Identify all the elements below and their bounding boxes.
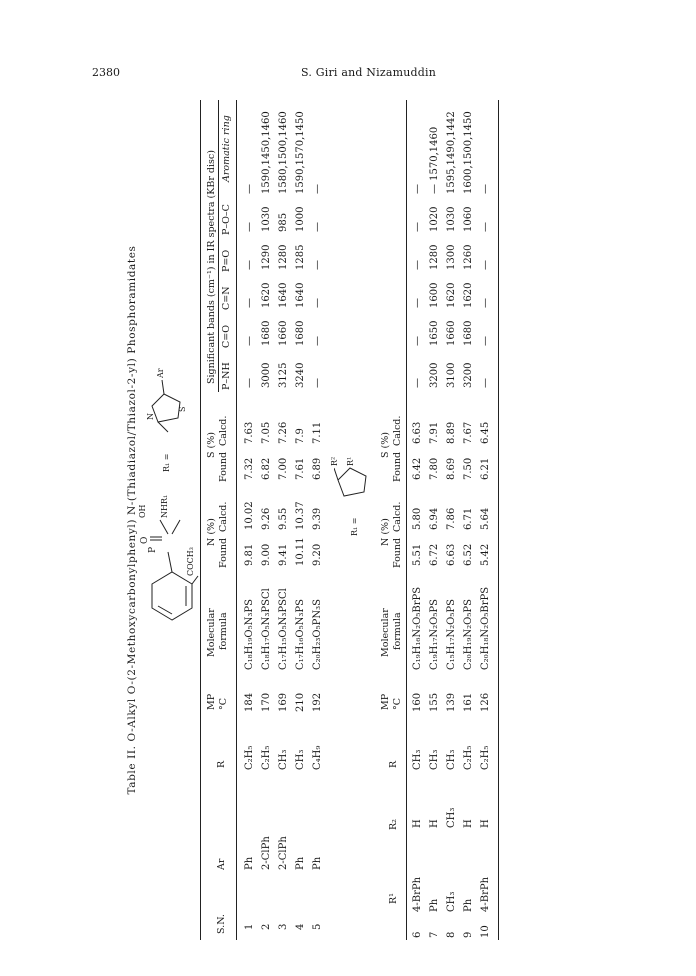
struct-p: P (148, 546, 158, 553)
struct-nhr: NHR₁ (160, 494, 169, 518)
cell-arom: — 1570,1460 (429, 126, 440, 194)
cell-n_found: 10.11 (295, 537, 306, 566)
cell-poc: 1000 (295, 206, 306, 232)
hdr-r: R (216, 760, 227, 768)
cell-cn: 1640 (295, 282, 306, 308)
cell-formula: C₂₀H₁₈N₂O₅BrPS (480, 586, 491, 670)
cell-poc: 1030 (446, 206, 457, 232)
cell-arom: 1590,1570,1450 (295, 111, 306, 194)
cell-po: — (312, 260, 323, 270)
cell-po: 1280 (278, 244, 289, 270)
cell-cn: — (312, 298, 323, 308)
cell-r2: H (463, 819, 474, 828)
cell-s_found: 7.80 (429, 457, 440, 480)
cell-s_calcd: 6.63 (412, 421, 423, 444)
cell-po: — (480, 260, 491, 270)
cell-poc: — (412, 222, 423, 232)
cell-mp: 192 (312, 692, 323, 712)
cell-arom: 1600,1500,1450 (463, 111, 474, 194)
cell-poc: 1060 (463, 206, 474, 232)
cell-r: CH₃ (429, 749, 440, 770)
cell-pnh: 3100 (446, 362, 457, 388)
cell-poc: 985 (278, 212, 289, 232)
hdr-co: C=O (221, 324, 232, 348)
hdr-poc: P–O–C (221, 204, 232, 235)
hdr2-s-calcd: Calcd. (392, 415, 403, 446)
cell-arom: 1595,1490,1442 (446, 111, 457, 194)
cell-r2: CH₃ (446, 807, 457, 828)
cell-r: C₂H₅ (244, 745, 255, 770)
page-number: 2380 (92, 66, 120, 79)
cell-r2: H (480, 819, 491, 828)
cell-s_found: 8.69 (446, 457, 457, 480)
cell-s_calcd: 7.11 (312, 421, 323, 444)
cell-formula: C₁₇H₁₆O₅N₃PS (295, 599, 306, 670)
struct-coch3: COCH₃ (186, 547, 195, 576)
cell-sn: 10 (480, 925, 491, 938)
cell-r: C₂H₅ (480, 745, 491, 770)
cell-arom: 1580,1500,1460 (278, 111, 289, 194)
cell-sn: 3 (278, 923, 289, 930)
cell-arom: 1590,1450,1460 (261, 111, 272, 194)
cell-co: 1680 (261, 320, 272, 346)
cell-po: 1285 (295, 244, 306, 270)
cell-formula: C₁₈H₁₉O₅N₃PS (244, 599, 255, 670)
cell-cn: — (412, 298, 423, 308)
cell-sn: 7 (429, 931, 440, 938)
cell-co: — (244, 336, 255, 346)
cell-pnh: 3200 (429, 362, 440, 388)
cell-s_calcd: 7.9 (295, 428, 306, 444)
cell-pnh: 3240 (295, 362, 306, 388)
cell-formula: C₁₇H₁₅O₅N₃PSCl (278, 588, 289, 670)
cell-formula: C₂₀H₁₉N₂O₅PS (463, 599, 474, 670)
cell-mp: 126 (480, 692, 491, 712)
cell-co: — (412, 336, 423, 346)
cell-n_found: 9.00 (261, 543, 272, 566)
hdr2-formula-1: Molecular (380, 608, 391, 657)
struct-n: N (146, 413, 155, 420)
hdr2-r2: R₂ (388, 819, 399, 830)
cell-pnh: — (480, 378, 491, 388)
cell-s_found: 7.50 (463, 457, 474, 480)
struct-o: O (140, 536, 150, 544)
cell-sn: 4 (295, 923, 306, 930)
cell-po: 1260 (463, 244, 474, 270)
cell-s_calcd: 8.89 (446, 421, 457, 444)
cell-s_calcd: 7.63 (244, 421, 255, 444)
thiazole-structure (148, 372, 192, 452)
cell-poc: — (480, 222, 491, 232)
cell-poc: — (244, 222, 255, 232)
hdr2-r: R (388, 760, 399, 768)
cell-formula: C₁₉H₁₆N₂O₅BrPS (412, 586, 423, 670)
cell-mp: 161 (463, 692, 474, 712)
cell-mp: 160 (412, 692, 423, 712)
hdr-ar: Ar (216, 858, 227, 870)
cell-co: 1660 (278, 320, 289, 346)
cell-s_found: 6.21 (480, 457, 491, 480)
cell-sn: 8 (446, 931, 457, 938)
cell-ar: Ph (312, 856, 323, 870)
cell-mp: 184 (244, 692, 255, 712)
hdr-s-calcd: Calcd. (218, 415, 229, 446)
hdr-mp: MP (206, 693, 217, 710)
cell-mp: 139 (446, 692, 457, 712)
hdr-cn: C=N (221, 286, 232, 310)
cell-n_found: 9.81 (244, 543, 255, 566)
cell-mp: 170 (261, 692, 272, 712)
struct-oh: OH (138, 504, 147, 518)
cell-sn: 6 (412, 931, 423, 938)
hdr-sn: S.N. (216, 914, 227, 934)
struct-s: S (178, 406, 187, 412)
cell-cn: 1640 (278, 282, 289, 308)
cell-n_calcd: 6.94 (429, 507, 440, 530)
cell-n_found: 6.52 (463, 543, 474, 566)
cell-s_found: 7.00 (278, 457, 289, 480)
hdr-formula-1: Molecular (206, 608, 217, 657)
cell-poc: 1030 (261, 206, 272, 232)
cell-n_calcd: 7.86 (446, 507, 457, 530)
cell-formula: C₂₀H₂₃O₅PN₃S (312, 599, 323, 670)
cell-n_found: 6.72 (429, 543, 440, 566)
cell-s_found: 7.32 (244, 457, 255, 480)
hdr2-mp: MP (380, 693, 391, 710)
cell-pnh: 3125 (278, 362, 289, 388)
hdr-n-pct: N (%) (206, 518, 217, 546)
cell-po: — (412, 260, 423, 270)
cell-r1: Ph (463, 898, 474, 912)
cell-n_calcd: 5.80 (412, 507, 423, 530)
hdr2-n-calcd: Calcd. (392, 501, 403, 532)
cell-s_calcd: 7.67 (463, 421, 474, 444)
hdr2-mp-unit: °C (392, 697, 403, 710)
cell-sn: 1 (244, 923, 255, 930)
cell-n_found: 9.41 (278, 543, 289, 566)
cell-arom: — (412, 184, 423, 194)
cell-r1: 4-BrPh (480, 876, 491, 912)
cell-s_found: 7.61 (295, 457, 306, 480)
struct-r1: R¹ (346, 456, 355, 466)
hdr-pnh: P–NH (221, 362, 232, 390)
table-caption: Table II. O-Alkyl O-(2-Methoxycarbonylphenyl) N-(Thiadiazol/Thiazol-2-yl) Phosphoramidates (126, 245, 138, 795)
cell-sn: 9 (463, 931, 474, 938)
hdr2-n-found: Found (392, 537, 403, 568)
cell-mp: 169 (278, 692, 289, 712)
cell-poc: — (312, 222, 323, 232)
hdr-mp-unit: °C (218, 697, 229, 710)
cell-n_found: 9.20 (312, 543, 323, 566)
struct-r1-eq-2: R₁ = (350, 517, 359, 536)
cell-r2: H (429, 819, 440, 828)
cell-s_calcd: 7.26 (278, 421, 289, 444)
cell-formula: C₁₉H₁₇N₂O₅PS (429, 599, 440, 670)
struct-ar: Ar (156, 368, 165, 378)
hdr-s-found: Found (218, 451, 229, 482)
cell-r: C₄H₉ (312, 745, 323, 770)
cell-n_found: 5.51 (412, 543, 423, 566)
hdr2-formula-2: formula (392, 612, 403, 650)
cell-mp: 210 (295, 692, 306, 712)
hdr-n-found: Found (218, 537, 229, 568)
struct-r2: R² (330, 456, 339, 466)
hdr-po: P=O (221, 249, 232, 272)
cell-s_calcd: 7.05 (261, 421, 272, 444)
hdr-arom: Aromatic ring (221, 115, 232, 182)
cell-co: 1680 (295, 320, 306, 346)
cell-co: — (312, 336, 323, 346)
hdr-n-calcd: Calcd. (218, 501, 229, 532)
cell-pnh: 3000 (261, 362, 272, 388)
cell-r1: 4-BrPh (412, 876, 423, 912)
cell-po: 1300 (446, 244, 457, 270)
cell-cn: 1620 (446, 282, 457, 308)
cell-ar: 2-ClPh (261, 836, 272, 870)
cell-cn: 1620 (463, 282, 474, 308)
cell-r1: Ph (429, 898, 440, 912)
cell-s_found: 6.89 (312, 457, 323, 480)
cell-co: 1650 (429, 320, 440, 346)
cell-n_calcd: 6.71 (463, 507, 474, 530)
hdr-s-pct: S (%) (206, 432, 217, 458)
cell-r: CH₃ (295, 749, 306, 770)
cell-pnh: 3200 (463, 362, 474, 388)
cell-sn: 2 (261, 923, 272, 930)
cell-s_calcd: 6.45 (480, 421, 491, 444)
cell-r: CH₃ (278, 749, 289, 770)
cell-ar: 2-ClPh (278, 836, 289, 870)
cell-n_found: 6.63 (446, 543, 457, 566)
cell-n_calcd: 10.02 (244, 501, 255, 530)
cell-formula: C₁₈H₁₇O₅N₃PSCl (261, 588, 272, 670)
hdr2-n-pct: N (%) (380, 518, 391, 546)
running-head: S. Giri and Nizamuddin (301, 66, 436, 79)
cell-s_found: 6.42 (412, 457, 423, 480)
cell-po: — (244, 260, 255, 270)
cell-po: 1280 (429, 244, 440, 270)
rotated-table (126, 100, 566, 940)
cell-co: — (480, 336, 491, 346)
cell-poc: 1020 (429, 206, 440, 232)
cell-pnh: — (312, 378, 323, 388)
cell-cn: — (480, 298, 491, 308)
cell-mp: 155 (429, 692, 440, 712)
cell-r1: CH₃ (446, 891, 457, 912)
cell-po: 1290 (261, 244, 272, 270)
struct-r1-eq: R₁ = (162, 453, 171, 472)
cell-n_calcd: 9.26 (261, 507, 272, 530)
cell-r2: H (412, 819, 423, 828)
cell-cn: — (244, 298, 255, 308)
cell-cn: 1620 (261, 282, 272, 308)
cell-co: 1680 (463, 320, 474, 346)
hdr2-r1: R¹ (388, 893, 399, 904)
cell-arom: — (312, 184, 323, 194)
cell-arom: — (480, 184, 491, 194)
cell-r: C₂H₅ (463, 745, 474, 770)
hdr2-s-found: Found (392, 451, 403, 482)
cell-r: CH₃ (446, 749, 457, 770)
cell-cn: 1600 (429, 282, 440, 308)
cell-n_calcd: 5.64 (480, 507, 491, 530)
cell-s_calcd: 7.91 (429, 421, 440, 444)
cell-ar: Ph (295, 856, 306, 870)
cell-n_found: 5.42 (480, 543, 491, 566)
hdr-ir: Significant bands (cm⁻¹) in IR spectra (KBr disc) (206, 150, 217, 384)
cell-pnh: — (244, 378, 255, 388)
cell-r: C₂H₅ (261, 745, 272, 770)
cell-s_found: 6.82 (261, 457, 272, 480)
cell-n_calcd: 9.39 (312, 507, 323, 530)
cell-co: 1660 (446, 320, 457, 346)
cell-n_calcd: 9.55 (278, 507, 289, 530)
hdr2-s-pct: S (%) (380, 432, 391, 458)
cell-r: CH₃ (412, 749, 423, 770)
cell-pnh: — (412, 378, 423, 388)
cell-formula: C₁₅H₁₇N₂O₅PS (446, 599, 457, 670)
cell-ar: Ph (244, 856, 255, 870)
cell-arom: — (244, 184, 255, 194)
cell-n_calcd: 10.37 (295, 501, 306, 530)
cell-sn: 5 (312, 923, 323, 930)
hdr-formula-2: formula (218, 612, 229, 650)
